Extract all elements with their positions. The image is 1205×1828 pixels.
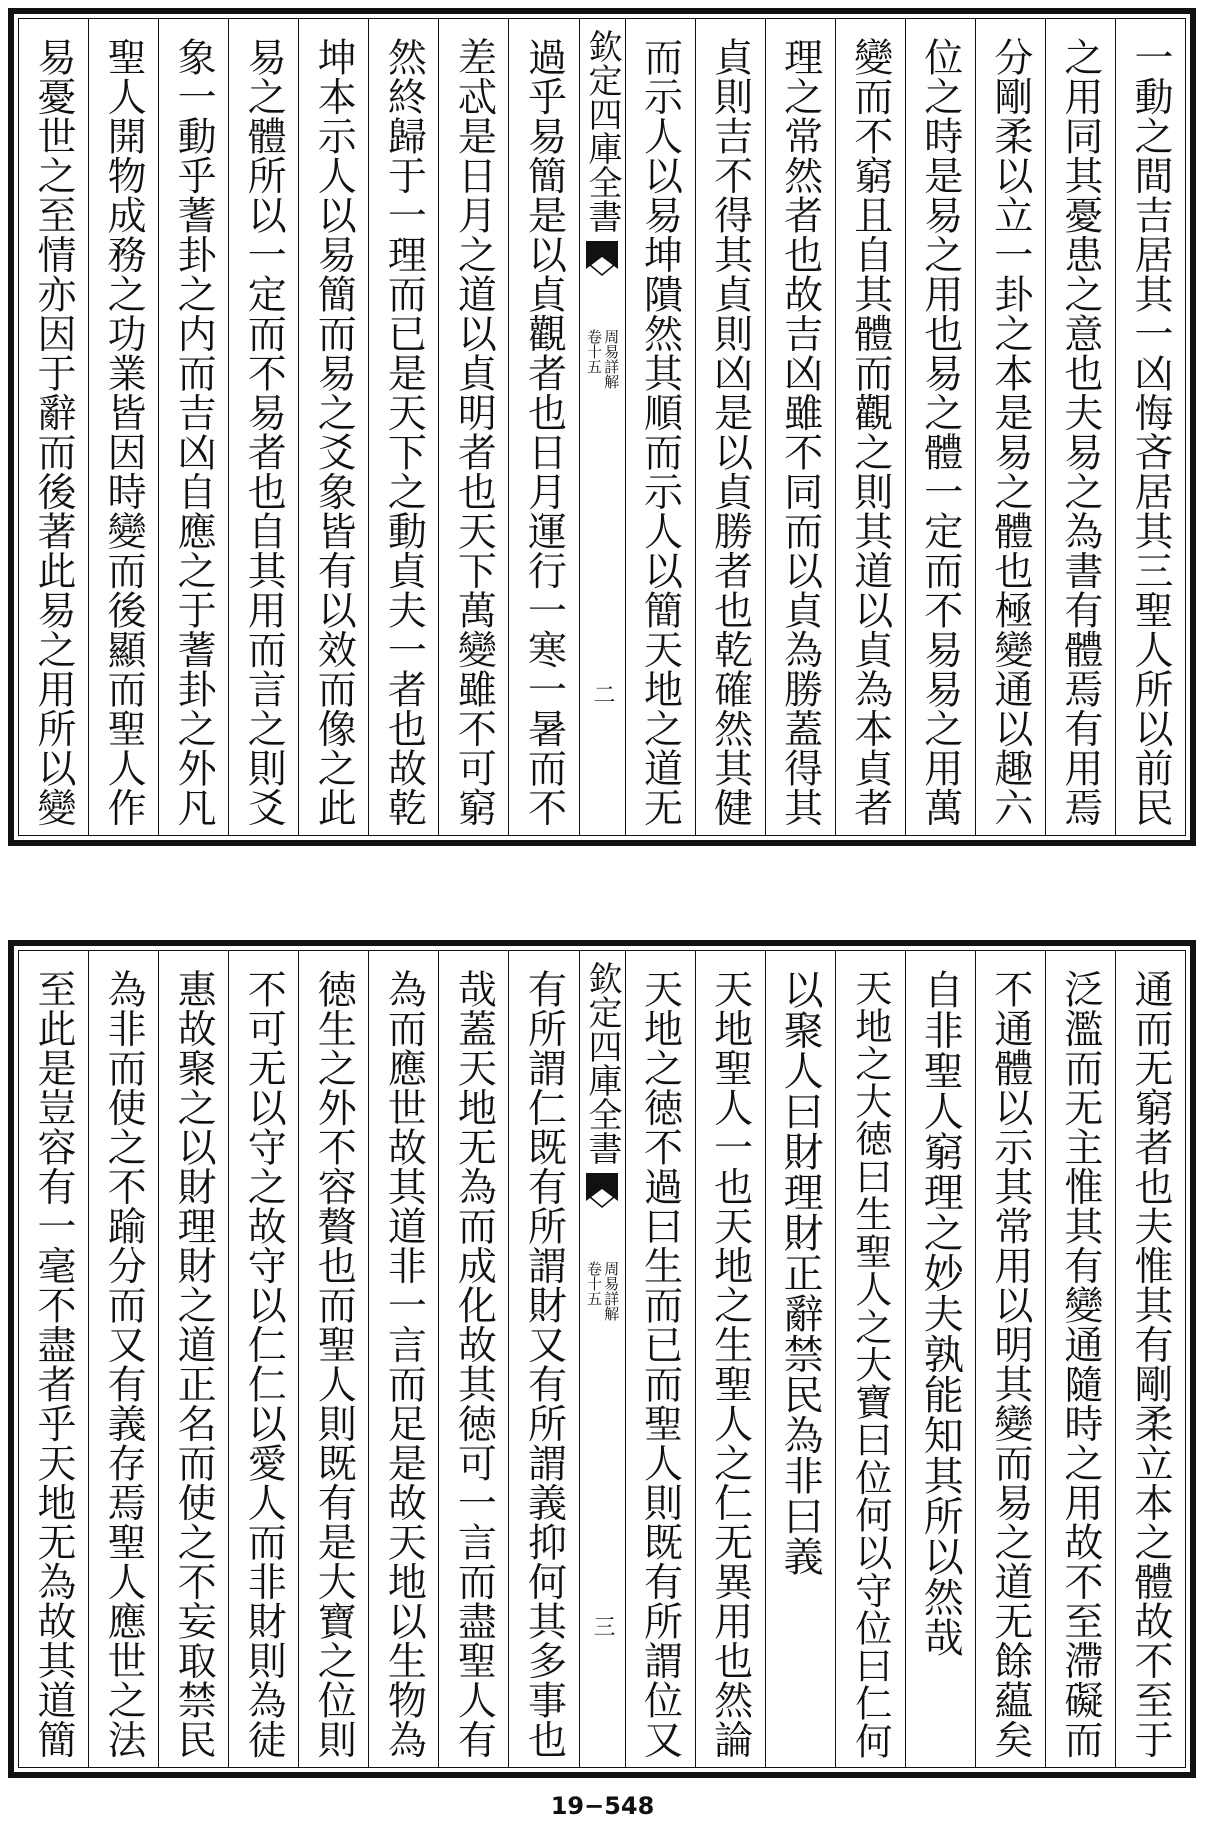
column-text: 而示人以易坤隤然其順而示人以簡天地之道无 bbox=[637, 37, 683, 827]
collection-title: 欽定四庫全書 bbox=[582, 961, 622, 1165]
folio-number: 二 bbox=[590, 683, 615, 705]
folio-number: 三 bbox=[590, 1615, 615, 1637]
text-column bbox=[19, 19, 88, 835]
column-text: 泛濫而无主惟其有變通隨時之用故不至滯礙而 bbox=[1057, 969, 1103, 1759]
text-column bbox=[1045, 19, 1115, 835]
text-column bbox=[298, 951, 368, 1767]
column-text: 以聚人曰財理財正辭禁民為非曰義 bbox=[777, 969, 824, 1577]
column-text: 至此是豈容有一毫不盡者乎天地无為故其道簡 bbox=[31, 969, 77, 1759]
column-text: 坤本示人以易簡而易之爻象皆有以效而像之此 bbox=[311, 37, 357, 827]
column-text: 貞則吉不得其貞則凶是以貞勝者也乾確然其健 bbox=[707, 37, 753, 827]
text-column bbox=[158, 951, 228, 1767]
text-column bbox=[19, 951, 88, 1767]
text-column bbox=[158, 19, 228, 835]
text-column bbox=[1115, 951, 1185, 1767]
column-text: 象一動乎蓍卦之内而吉凶自應之于蓍卦之外凡 bbox=[171, 37, 217, 827]
text-column bbox=[905, 19, 975, 835]
column-text: 天地之徳不過曰生而已而聖人則既有所謂位又 bbox=[637, 969, 683, 1759]
text-column bbox=[228, 951, 298, 1767]
book-and-volume bbox=[585, 1261, 620, 1371]
text-column bbox=[695, 951, 765, 1767]
page-code: 19−548 bbox=[550, 1792, 655, 1820]
column-text: 為而應世故其道非一言而足是故天地以生物為 bbox=[381, 969, 427, 1759]
column-text: 一動之間吉居其一凶悔吝居其三聖人所以前民 bbox=[1127, 37, 1173, 827]
column-text: 天地聖人一也天地之生聖人之仁无異用也然論 bbox=[707, 969, 753, 1759]
column-text: 理之常然者也故吉凶雖不同而以貞為勝蓋得其 bbox=[777, 37, 823, 827]
text-column bbox=[975, 951, 1045, 1767]
text-column bbox=[975, 19, 1045, 835]
column-text: 哉蓋天地无為而成化故其徳可一言而盡聖人有 bbox=[451, 969, 497, 1759]
book-title: 周易詳解 bbox=[602, 1261, 621, 1321]
column-text: 差忒是日月之道以貞明者也天下萬變雖不可窮 bbox=[451, 37, 497, 827]
column-text: 為非而使之不踰分而又有義存焉聖人應世之法 bbox=[101, 969, 147, 1759]
bottom-page-columns bbox=[18, 950, 1186, 1768]
volume-label: 卷十五 bbox=[585, 1261, 603, 1306]
text-column bbox=[298, 19, 368, 835]
column-text: 過乎易簡是以貞觀者也日月運行一寒一暑而不 bbox=[521, 37, 567, 827]
center-margin-column bbox=[579, 19, 625, 835]
column-text: 之用同其憂患之意也夫易之為書有體焉有用焉 bbox=[1057, 37, 1103, 827]
column-text: 不可无以守之故守以仁仁以愛人而非財則為徒 bbox=[241, 969, 287, 1759]
text-column bbox=[88, 19, 158, 835]
text-column bbox=[765, 951, 835, 1767]
column-text: 易之體所以一定而不易者也自其用而言之則爻 bbox=[241, 37, 287, 827]
column-text: 惠故聚之以財理財之道正名而使之不妄取禁民 bbox=[171, 969, 217, 1759]
column-text: 天地之大徳曰生聖人之大寶曰位何以守位曰仁何 bbox=[848, 969, 892, 1760]
column-text: 通而无窮者也夫惟其有剛柔立本之體故不至于 bbox=[1127, 969, 1173, 1759]
column-text: 然終歸于一理而已是天下之動貞夫一者也故乾 bbox=[381, 37, 427, 827]
text-column bbox=[368, 19, 438, 835]
top-page-columns bbox=[18, 18, 1186, 836]
fish-tail-mark-icon bbox=[584, 239, 620, 277]
text-column bbox=[1045, 951, 1115, 1767]
center-margin-column bbox=[579, 951, 625, 1767]
text-column bbox=[228, 19, 298, 835]
text-column bbox=[88, 951, 158, 1767]
text-column bbox=[835, 951, 905, 1767]
column-text: 聖人開物成務之功業皆因時變而後顯而聖人作 bbox=[101, 37, 147, 827]
column-text: 變而不窮且自其體而觀之則其道以貞為本貞者 bbox=[847, 37, 893, 827]
column-text: 有所謂仁既有所謂財又有所謂義抑何其多事也 bbox=[521, 969, 567, 1759]
column-text: 不通體以示其常用以明其變而易之道无餘藴矣 bbox=[987, 969, 1033, 1759]
volume-label: 卷十五 bbox=[585, 329, 603, 374]
text-column bbox=[625, 19, 695, 835]
book-and-volume bbox=[585, 329, 620, 439]
text-column bbox=[765, 19, 835, 835]
text-column bbox=[1115, 19, 1185, 835]
column-text: 徳生之外不容贅也而聖人則既有是大寶之位則 bbox=[311, 969, 357, 1759]
text-column bbox=[905, 951, 975, 1767]
fish-tail-mark-icon bbox=[584, 1171, 620, 1209]
top-page bbox=[8, 8, 1196, 846]
text-column bbox=[508, 19, 578, 835]
collection-title: 欽定四庫全書 bbox=[582, 29, 622, 233]
column-text: 自非聖人窮理之妙夫孰能知其所以然哉 bbox=[917, 969, 964, 1658]
book-title: 周易詳解 bbox=[602, 329, 621, 389]
text-column bbox=[438, 19, 508, 835]
text-column bbox=[438, 951, 508, 1767]
text-column bbox=[508, 951, 578, 1767]
bottom-page bbox=[8, 940, 1196, 1778]
column-text: 易憂世之至情亦因于辭而後著此易之用所以變 bbox=[31, 37, 77, 827]
text-column bbox=[835, 19, 905, 835]
text-column bbox=[695, 19, 765, 835]
text-column bbox=[625, 951, 695, 1767]
column-text: 位之時是易之用也易之體一定而不易易之用萬 bbox=[917, 37, 963, 827]
column-text: 分剛柔以立一卦之本是易之體也極變通以趣六 bbox=[987, 37, 1033, 827]
text-column bbox=[368, 951, 438, 1767]
